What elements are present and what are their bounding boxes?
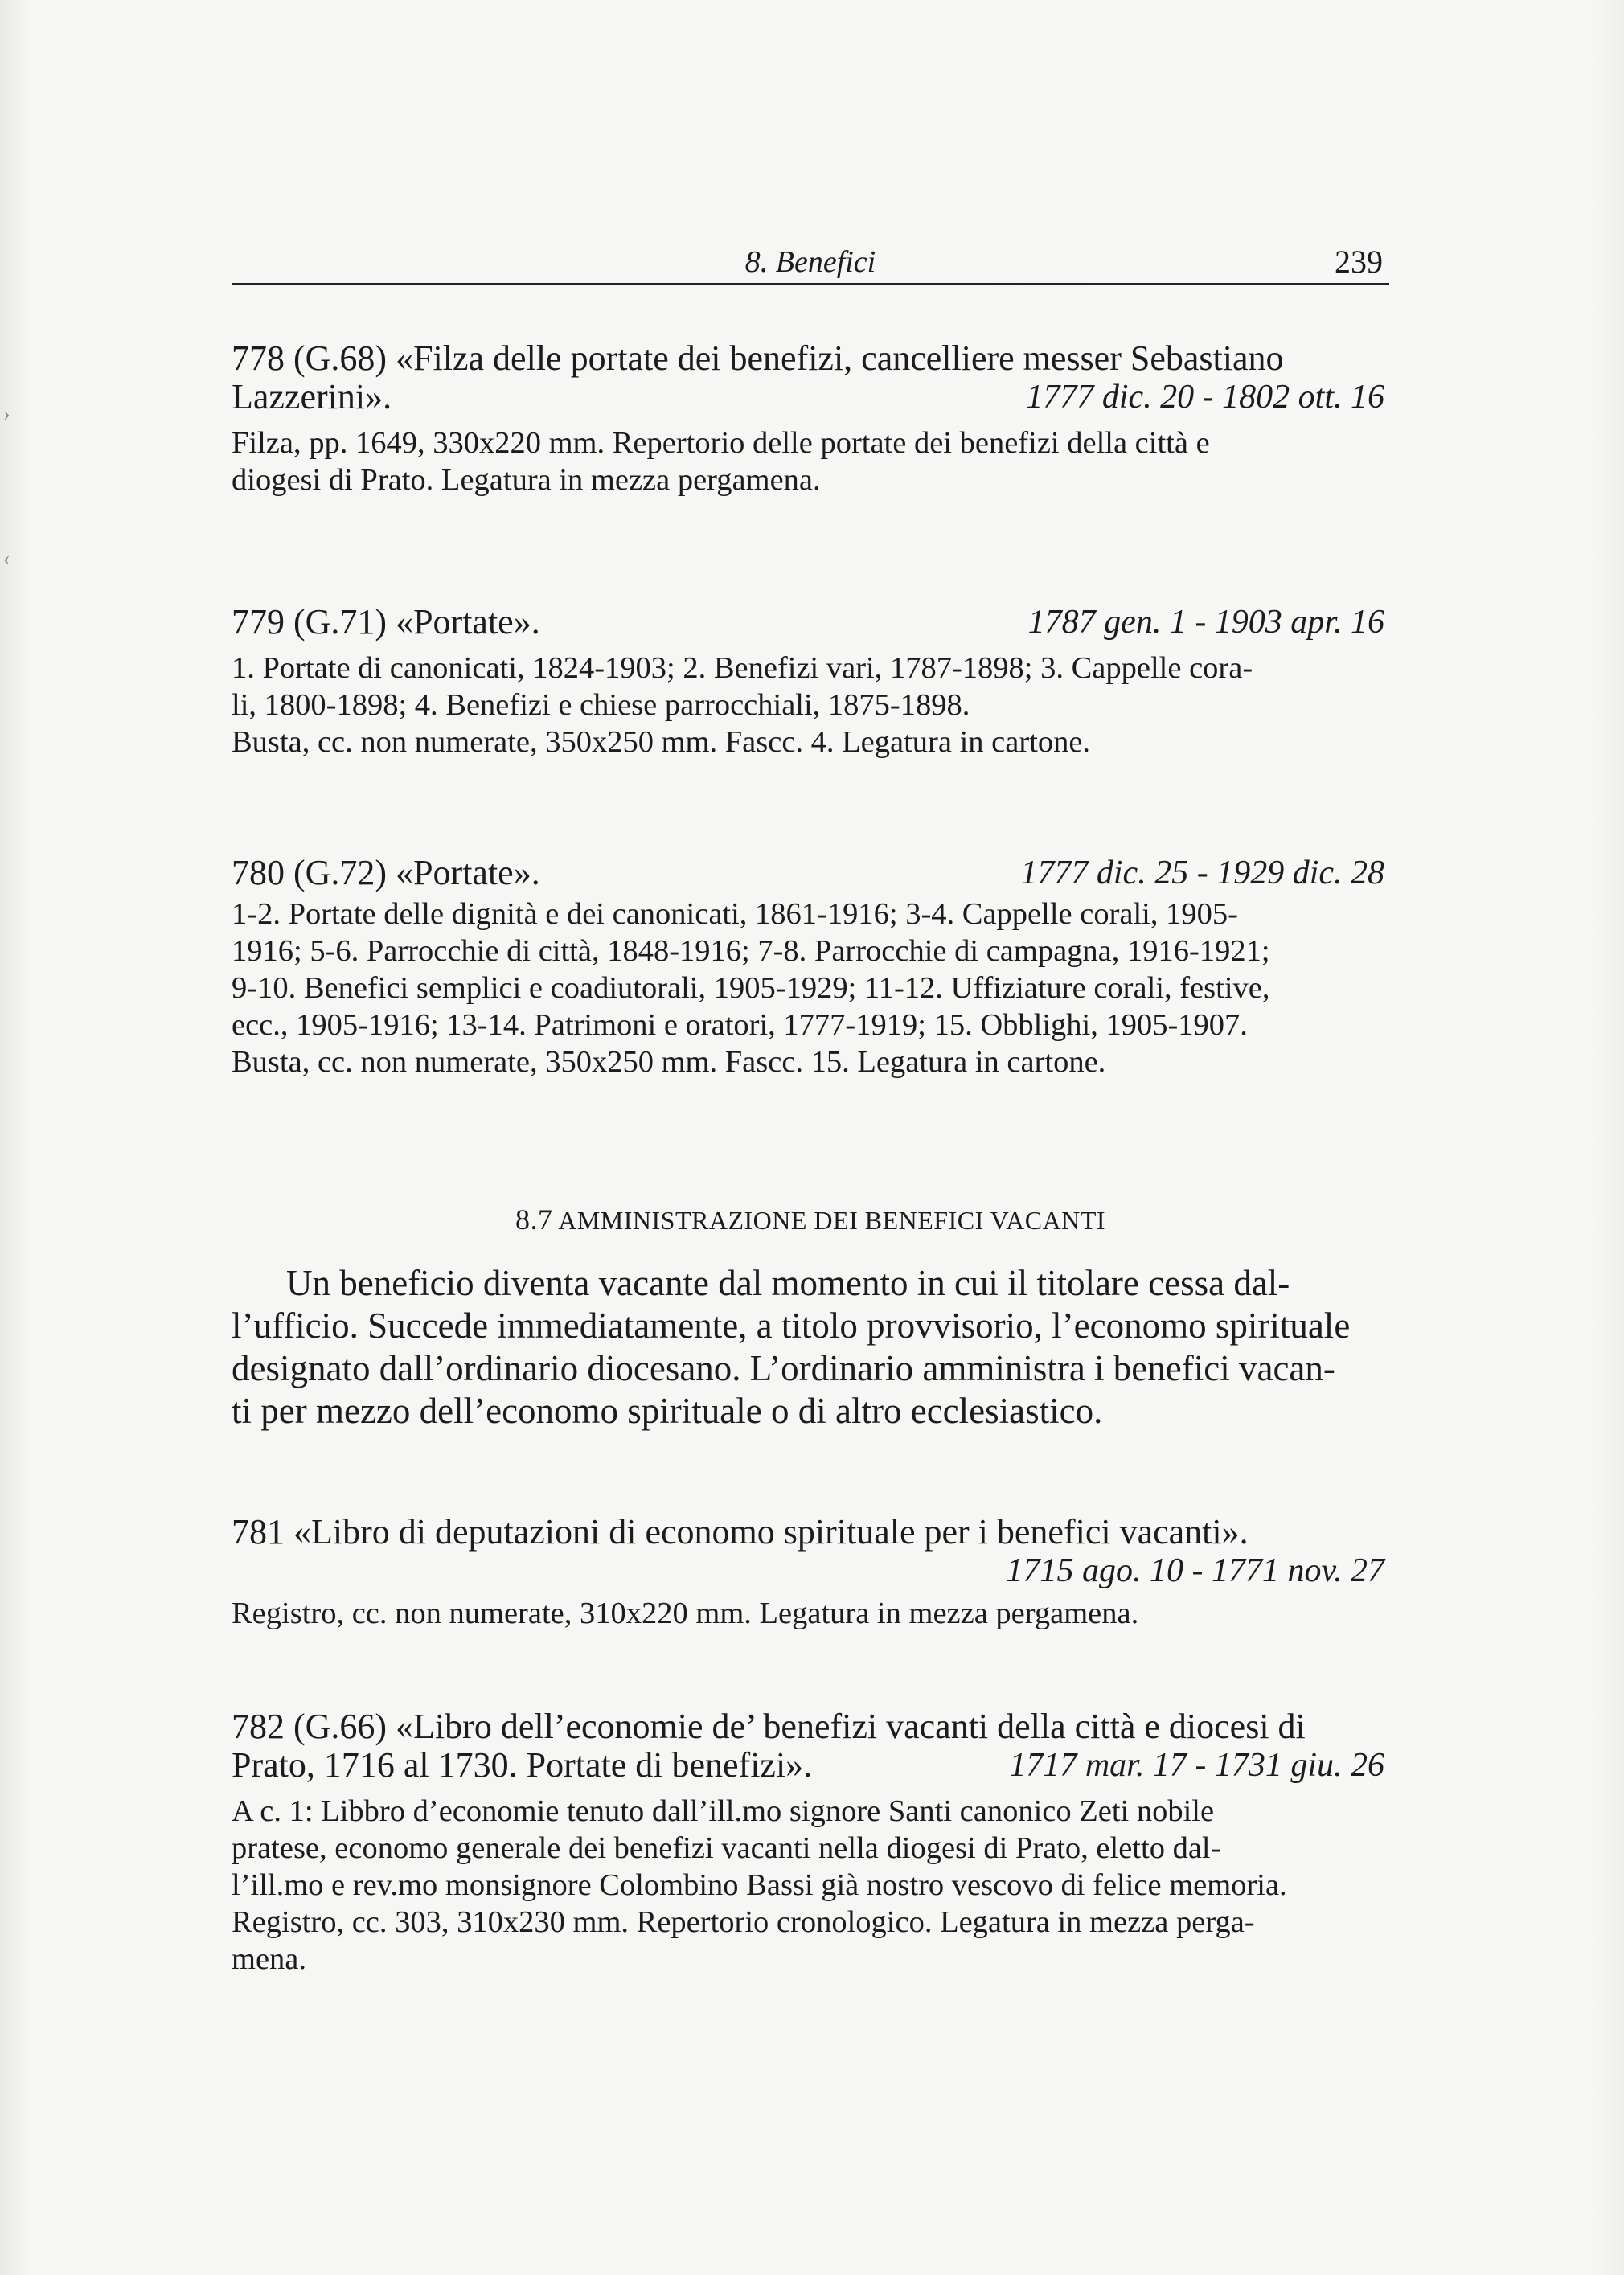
entry-description bbox=[232, 1793, 1389, 1978]
entry-title-text: Lazzerini». bbox=[232, 377, 392, 416]
intro-line: Un beneficio diventa vacante dal momento in cui il titolare cessa dal- bbox=[286, 1263, 1290, 1303]
entry-description bbox=[232, 650, 1389, 760]
intro-line: designato dall’ordinario diocesano. L’ordinario amministra i benefici vacan- bbox=[232, 1348, 1335, 1388]
entry-date: 1777 dic. 25 - 1929 dic. 28 bbox=[1020, 855, 1384, 892]
description-line: diogesi di Prato. Legatura in mezza pergamena. bbox=[232, 463, 821, 497]
description-line: l’ill.mo e rev.mo monsignore Colombino Bassi già nostro vescovo di felice memoria. bbox=[232, 1868, 1287, 1902]
entry-title-line bbox=[232, 603, 1389, 642]
description-line: Filza, pp. 1649, 330x220 mm. Repertorio delle portate dei benefizi della città e bbox=[232, 426, 1210, 460]
description-line: 1916; 5-6. Parrocchie di città, 1848-1916; 7-8. Parrocchie di campagna, 1916-1921; bbox=[232, 934, 1270, 968]
description-line: ecc., 1905-1916; 13-14. Patrimoni e oratori, 1777-1919; 15. Obblighi, 1905-1907. bbox=[232, 1008, 1248, 1042]
margin-mark-icon: ‹ bbox=[3, 547, 10, 570]
description-line: A c. 1: Libbro d’economie tenuto dall’ill.mo signore Santi canonico Zeti nobile bbox=[232, 1794, 1215, 1828]
entry-date: 1715 ago. 10 - 1771 nov. 27 bbox=[1006, 1552, 1384, 1589]
entry-date: 1787 gen. 1 - 1903 apr. 16 bbox=[1027, 604, 1384, 641]
description-line: Registro, cc. 303, 310x230 mm. Repertorio cronologico. Legatura in mezza perga- bbox=[232, 1905, 1255, 1939]
description-line: pratese, economo generale dei benefizi vacanti nella diogesi di Prato, eletto dal- bbox=[232, 1831, 1221, 1865]
catalog-entry-778 bbox=[232, 339, 1389, 498]
entry-description bbox=[232, 896, 1389, 1080]
entry-title-line bbox=[232, 378, 1389, 416]
section-title: AMMINISTRAZIONE DEI BENEFICI VACANTI bbox=[558, 1206, 1106, 1235]
intro-line: l’ufficio. Succede immediatamente, a titolo provvisorio, l’economo spirituale bbox=[232, 1306, 1351, 1346]
entry-date: 1777 dic. 20 - 1802 ott. 16 bbox=[1026, 379, 1384, 416]
entry-description bbox=[232, 1595, 1389, 1632]
running-header bbox=[232, 241, 1389, 285]
entry-title-line bbox=[232, 854, 1389, 892]
entry-title-line: 781 «Libro di deputazioni di economo spirituale per i benefici vacanti». bbox=[232, 1512, 1249, 1552]
entry-title-line: 778 (G.68) «Filza delle portate dei benefizi, cancelliere messer Sebastiano bbox=[232, 338, 1284, 378]
section-heading bbox=[232, 1203, 1389, 1236]
section-number: 8.7 bbox=[515, 1203, 553, 1236]
description-line: Busta, cc. non numerate, 350x250 mm. Fascc. 15. Legatura in cartone. bbox=[232, 1045, 1106, 1079]
description-line: Registro, cc. non numerate, 310x220 mm. Legatura in mezza pergamena. bbox=[232, 1597, 1139, 1630]
entry-title-line bbox=[232, 1746, 1389, 1785]
catalog-entry-780 bbox=[232, 854, 1389, 1080]
entry-date: 1717 mar. 17 - 1731 giu. 26 bbox=[1009, 1747, 1384, 1784]
entry-title-line: 782 (G.66) «Libro dell’economie de’ benefizi vacanti della città e diocesi di bbox=[232, 1707, 1306, 1746]
description-line: 1. Portate di canonicati, 1824-1903; 2. Benefizi vari, 1787-1898; 3. Cappelle cora- bbox=[232, 651, 1253, 685]
entry-title-text: 779 (G.71) «Portate». bbox=[232, 602, 540, 642]
entry-description bbox=[232, 424, 1389, 498]
intro-line: ti per mezzo dell’economo spirituale o di altro ecclesiastico. bbox=[232, 1391, 1103, 1431]
entry-title-text: 780 (G.72) «Portate». bbox=[232, 853, 540, 892]
section-intro bbox=[232, 1262, 1389, 1433]
description-line: Busta, cc. non numerate, 350x250 mm. Fascc. 4. Legatura in cartone. bbox=[232, 725, 1091, 759]
description-line: 1-2. Portate delle dignità e dei canonicati, 1861-1916; 3-4. Cappelle corali, 1905- bbox=[232, 897, 1238, 931]
catalog-entry-781 bbox=[232, 1513, 1389, 1632]
description-line: mena. bbox=[232, 1942, 306, 1976]
catalog-entry-779 bbox=[232, 603, 1389, 760]
entry-title-text: Prato, 1716 al 1730. Portate di benefizi». bbox=[232, 1745, 813, 1785]
page-number: 239 bbox=[1335, 244, 1383, 280]
description-line: li, 1800-1898; 4. Benefizi e chiese parrocchiali, 1875-1898. bbox=[232, 688, 970, 722]
margin-mark-icon: › bbox=[3, 402, 10, 425]
text-column bbox=[232, 241, 1389, 1976]
catalog-entry-782 bbox=[232, 1707, 1389, 1978]
running-title: 8. Benefici bbox=[744, 245, 876, 279]
description-line: 9-10. Benefici semplici e coadiutorali, 1905-1929; 11-12. Uffiziature corali, festive, bbox=[232, 971, 1270, 1005]
